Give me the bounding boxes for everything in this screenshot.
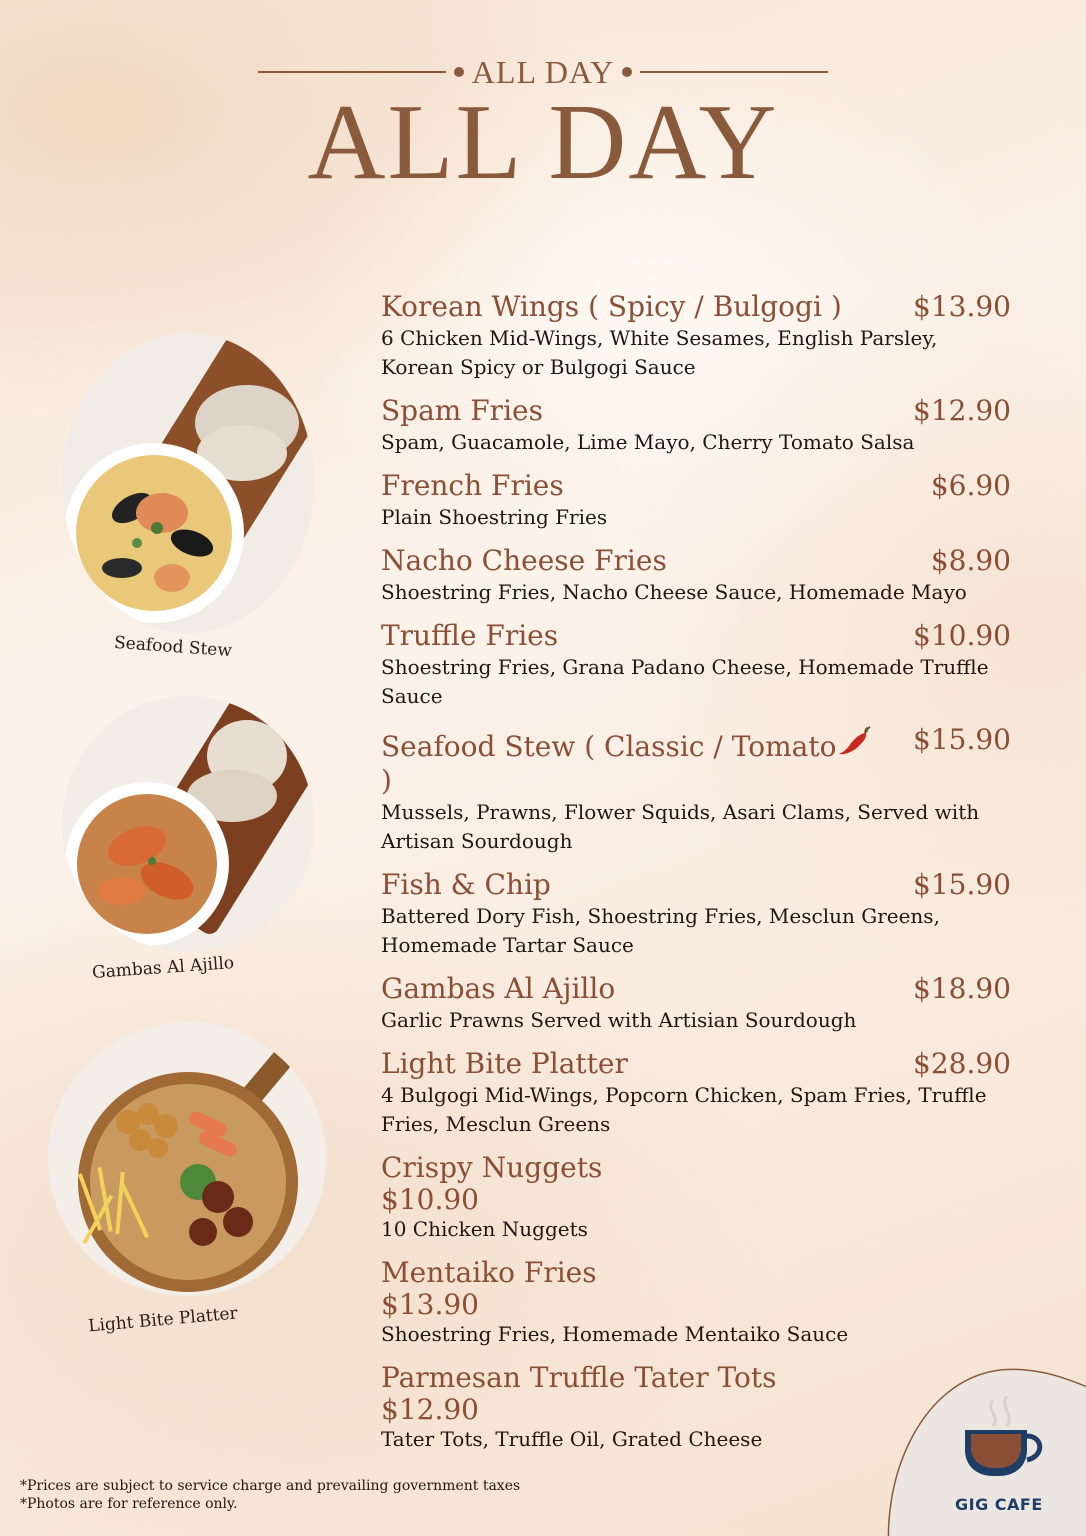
item-price: $13.90: [913, 290, 1011, 323]
item-name: French Fries: [381, 469, 564, 502]
menu-item-fish-chip: [381, 868, 1011, 960]
item-description: Garlic Prawns Served with Artisian Sourdough: [381, 1008, 857, 1032]
header-dot-left: [454, 67, 464, 77]
item-price: $28.90: [913, 1047, 1011, 1080]
item-description: Tater Tots, Truffle Oil, Grated Cheese: [381, 1427, 763, 1451]
header-line-left: [258, 71, 446, 73]
item-price: $12.90: [913, 394, 1011, 427]
header-dot-right: [622, 67, 632, 77]
item-name: Korean Wings ( Spicy / Bulgogi ): [381, 290, 842, 323]
item-price: $18.90: [913, 972, 1011, 1005]
item-description: Spam, Guacamole, Lime Mayo, Cherry Tomato Salsa: [381, 430, 915, 454]
item-description: Shoestring Fries, Homemade Mentaiko Sauce: [381, 1322, 849, 1346]
item-price: $10.90: [381, 1183, 479, 1216]
item-name: Gambas Al Ajillo: [381, 972, 616, 1005]
item-price: $6.90: [930, 469, 1011, 502]
item-name: Parmesan Truffle Tater Tots: [381, 1361, 777, 1394]
item-description: Mussels, Prawns, Flower Squids, Asari Clams, Served with Artisan Sourdough: [381, 800, 980, 853]
menu-item-spam-fries: [381, 394, 1011, 457]
item-name: Nacho Cheese Fries: [381, 544, 667, 577]
menu-item-seafood-stew: [381, 723, 1011, 856]
menu-list: [381, 290, 1011, 1466]
item-name: Truffle Fries: [381, 619, 559, 652]
item-price: $13.90: [381, 1288, 479, 1321]
header-line-right: [640, 71, 828, 73]
menu-item-mentaiko-fries: [381, 1256, 1011, 1349]
item-name: Fish & Chip: [381, 868, 551, 901]
item-price: $10.90: [913, 619, 1011, 652]
item-description: 10 Chicken Nuggets: [381, 1217, 588, 1241]
chili-icon: [837, 724, 873, 756]
brand-name: GIG CAFE: [955, 1495, 1043, 1514]
item-name: Spam Fries: [381, 394, 543, 427]
menu-item-truffle-fries: [381, 619, 1011, 711]
gambas-photo: [62, 696, 314, 952]
menu-item-gambas: [381, 972, 1011, 1035]
item-name: Light Bite Platter: [381, 1047, 628, 1080]
item-description: Battered Dory Fish, Shoestring Fries, Mesclun Greens, Homemade Tartar Sauce: [381, 904, 940, 957]
menu-item-light-bite-platter: [381, 1047, 1011, 1139]
item-price: $12.90: [381, 1393, 479, 1426]
platter-photo: [48, 1022, 326, 1296]
item-description: 4 Bulgogi Mid-Wings, Popcorn Chicken, Spam Fries, Truffle Fries, Mesclun Greens: [381, 1083, 987, 1136]
item-description: 6 Chicken Mid-Wings, White Sesames, English Parsley, Korean Spicy or Bulgogi Sauce: [381, 326, 938, 379]
footnote-taxes: *Prices are subject to service charge and prevailing government taxes: [20, 1478, 521, 1494]
menu-item-french-fries: [381, 469, 1011, 532]
item-price: $15.90: [913, 868, 1011, 901]
photo-caption: Seafood Stew: [113, 632, 233, 662]
item-price: $15.90: [913, 723, 1011, 756]
footnote-photos: *Photos are for reference only.: [20, 1496, 238, 1512]
item-name: Crispy Nuggets: [381, 1151, 603, 1184]
seafood-stew-photo: [62, 333, 314, 633]
item-price: $8.90: [930, 544, 1011, 577]
menu-item-korean-wings: [381, 290, 1011, 382]
menu-item-nacho-cheese-fries: [381, 544, 1011, 607]
header-small-title: ALL DAY: [471, 53, 615, 90]
item-description: Shoestring Fries, Grana Padano Cheese, Homemade Truffle Sauce: [381, 655, 989, 708]
photo-seafood-stew: [62, 333, 322, 662]
photo-platter: [48, 1022, 308, 1337]
item-name: Seafood Stew ( Classic / Tomato ): [381, 730, 837, 797]
menu-item-crispy-nuggets: [381, 1151, 1011, 1244]
item-description: Shoestring Fries, Nacho Cheese Sauce, Homemade Mayo: [381, 580, 967, 604]
photo-gambas: [62, 696, 322, 983]
item-name: Mentaiko Fries: [381, 1256, 597, 1289]
photo-caption: Light Bite Platter: [87, 1303, 239, 1337]
coffee-cup-icon: [955, 1390, 1055, 1490]
photo-caption: Gambas Al Ajillo: [91, 953, 235, 983]
item-description: Plain Shoestring Fries: [381, 505, 608, 529]
page-title: ALL DAY: [307, 83, 779, 202]
